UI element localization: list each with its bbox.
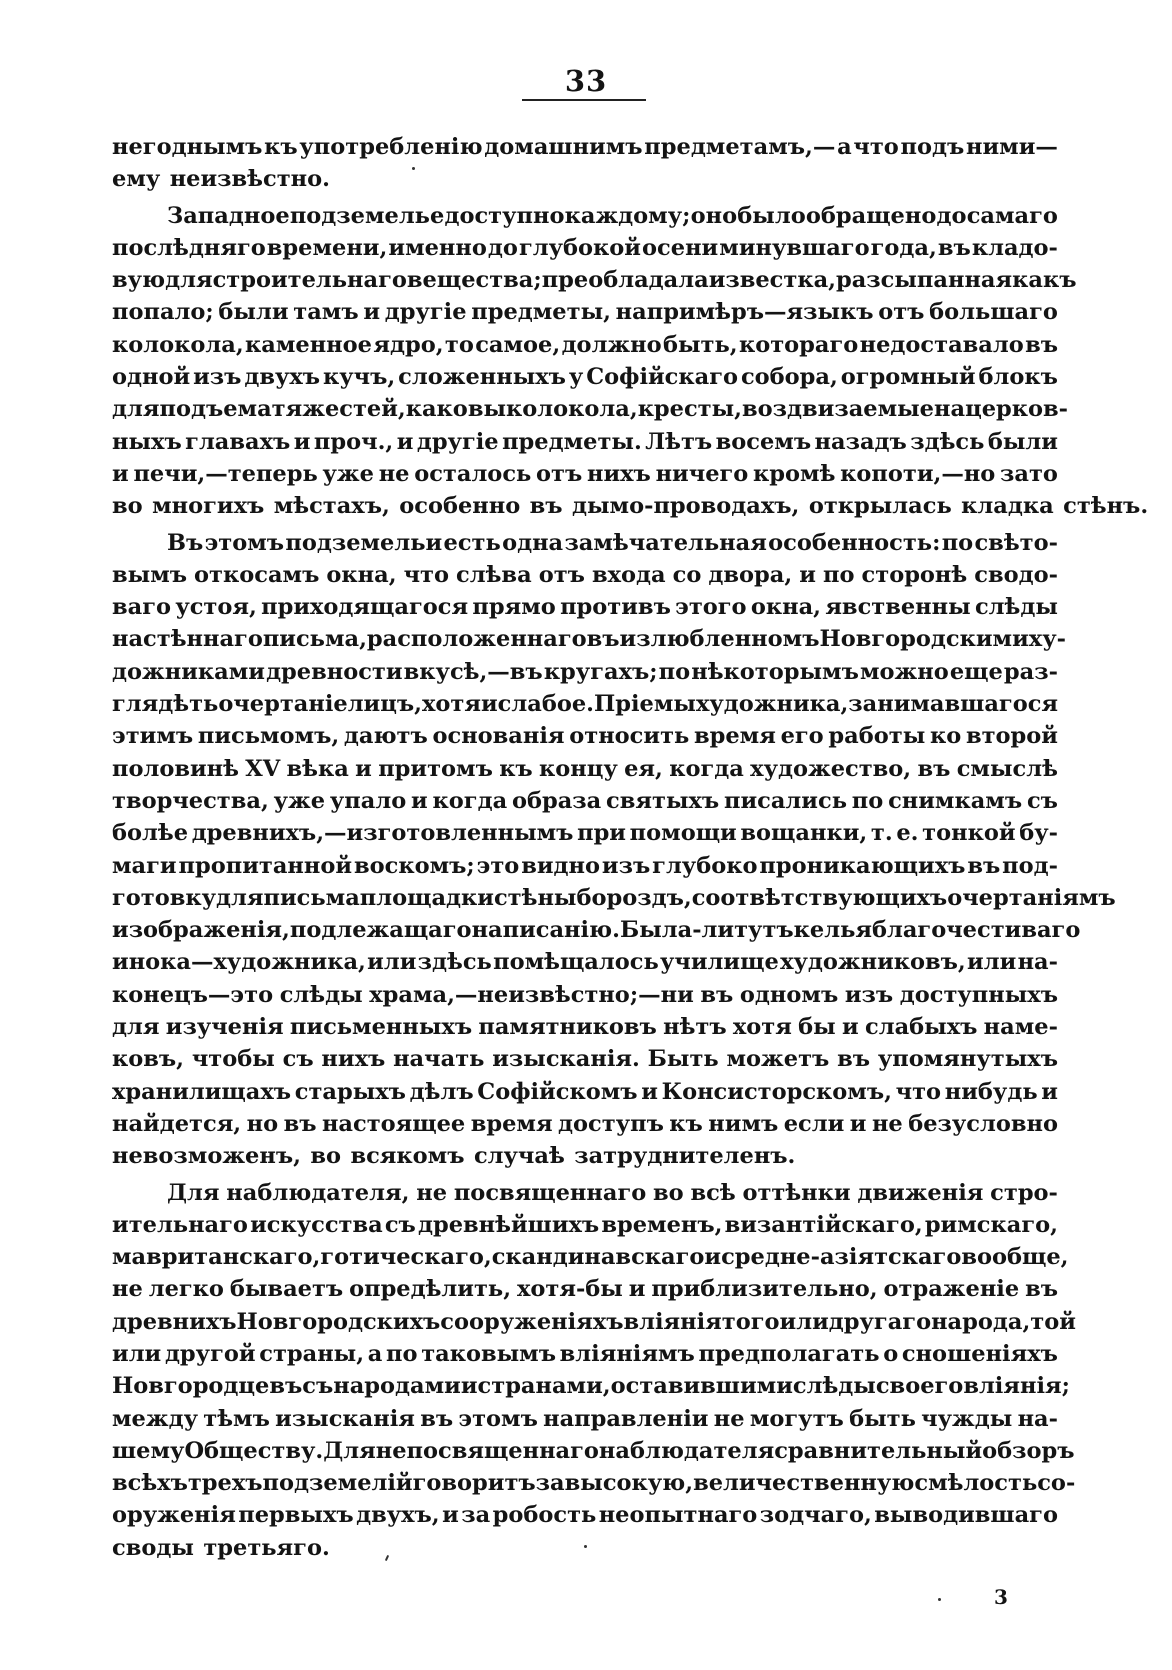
text-line: Новгородцевъ съ народами и странами, оставившими слѣды своего вліянія; xyxy=(112,1373,1070,1400)
text-line: мавританскаго, готическаго, скандинавскаго и средне-азіятскаго вообще, xyxy=(112,1244,1069,1271)
text-line: попало; были тамъ и другіе предметы, напримѣръ—языкъ отъ большаго xyxy=(112,299,1058,326)
text-line: маги пропитанной воскомъ; это видно изъ глубоко проникающихъ въ под- xyxy=(112,852,1058,879)
print-speck xyxy=(584,1545,587,1548)
text-line: Въ этомъ подземельи есть одна замѣчательная особенность: по свѣто- xyxy=(167,529,1058,556)
paragraph xyxy=(112,131,1058,196)
text-line: глядѣть очертаніе лицъ, хотя и слабое. Пріемы художника, занимавшагося xyxy=(112,691,1059,718)
text-line: древнихъ Новгородскихъ сооруженіяхъ вліянія того или другаго народа, той xyxy=(112,1308,1076,1335)
text-line: между тѣмъ изысканія въ этомъ направленіи не могутъ быть чужды на- xyxy=(112,1405,1058,1432)
page-number-rule xyxy=(522,99,646,101)
text-body xyxy=(112,131,1149,1564)
text-line: шему Обществу. Для непосвященнаго наблюдателя сравнительный обзоръ xyxy=(112,1437,1075,1464)
text-line: Западное подземелье доступно каждому; оно было обращено до самаго xyxy=(167,202,1058,229)
paragraph xyxy=(112,1177,1076,1565)
text-line: или другой страны, а по таковымъ вліяніямъ предполагать о сношеніяхъ xyxy=(112,1340,1058,1367)
text-line: негоднымъ къ употребленію домашнимъ предметамъ,— а что подъ ними— xyxy=(112,134,1058,160)
text-line: половинѣ XV вѣка и притомъ къ концу ея, когда художество, въ смыслѣ xyxy=(112,755,1058,782)
text-line: Для наблюдателя, не посвященнаго во всѣ оттѣнки движенія стро- xyxy=(167,1179,1058,1206)
text-line: оруженія первыхъ двухъ, и за робость неопытнаго зодчаго, выводившаго xyxy=(112,1502,1058,1529)
text-line: колокола, каменное ядро, то самое, должно быть, котораго недоставало въ xyxy=(112,331,1058,358)
text-line: этимъ письмомъ, даютъ основанія относить время его работы ко второй xyxy=(112,723,1058,750)
paragraph xyxy=(112,527,1116,1173)
text-line: невозможенъ, во всякомъ случаѣ затруднителенъ. xyxy=(112,1143,796,1170)
text-line: инока—художника, или здѣсь помѣщалось училище художниковъ, или на- xyxy=(112,949,1058,976)
text-line: конецъ—это слѣды храма,—неизвѣстно;—ни въ одномъ изъ доступныхъ xyxy=(112,981,1058,1008)
signature-mark: 3 xyxy=(994,1585,1008,1609)
text-line: одной изъ двухъ кучъ, сложенныхъ у Софійскаго собора, огромный блокъ xyxy=(112,364,1058,391)
text-line: для изученія письменныхъ памятниковъ нѣтъ хотя бы и слабыхъ наме- xyxy=(112,1014,1058,1041)
text-line: не легко бываетъ опредѣлить, хотя-бы и приблизительно, отраженіе въ xyxy=(112,1276,1058,1303)
page-number: 33 xyxy=(564,64,608,98)
text-line: для подъема тяжестей, каковы колокола, кресты, воздвизаемые на церков- xyxy=(112,396,1068,423)
text-line: настѣннаго письма, расположеннаго въ излюбленномъ Новгородскими ху- xyxy=(112,626,1066,653)
text-line: и печи,—теперь уже не осталось отъ нихъ ничего кромѣ копоти,—но зато xyxy=(112,460,1058,487)
text-line: своды третьяго. xyxy=(112,1534,330,1561)
text-line: творчества, уже упало и когда образа святыхъ писались по снимкамъ съ xyxy=(112,787,1058,814)
print-speck xyxy=(412,167,415,170)
paragraph xyxy=(112,200,1149,523)
text-line: ваго устоя, приходящагося прямо противъ этого окна, явственны слѣды xyxy=(112,594,1058,621)
text-line: ковъ, чтобы съ нихъ начать изысканія. Быть можетъ въ упомянутыхъ xyxy=(112,1046,1058,1073)
text-line: ительнаго искусства съ древнѣйшихъ временъ, византійскаго, римскаго, xyxy=(112,1211,1058,1238)
text-line: ныхъ главахъ и проч., и другіе предметы. Лѣтъ восемъ назадъ здѣсь были xyxy=(112,428,1058,455)
text-line: ему неизвѣстно. xyxy=(112,166,330,193)
text-line: найдется, но въ настоящее время доступъ къ нимъ если и не безусловно xyxy=(112,1110,1058,1137)
text-line: послѣдняго времени, именно до глубокой осени минувшаго года, въ кладо- xyxy=(112,234,1058,261)
text-line: хранилищахъ старыхъ дѣлъ Софійскомъ и Консисторскомъ, что нибудь и xyxy=(112,1078,1058,1105)
text-line: дожниками древности вкусѣ,—въ кругахъ; по нѣкоторымъ можно еще раз- xyxy=(112,658,1058,685)
text-line: изображенія, подлежащаго написанію. Была-ли тутъ келья благочестиваго xyxy=(112,917,1081,944)
text-line: вую для строительнаго вещества; преобладала известка, разсыпанная какъ xyxy=(112,267,1077,294)
text-line: во многихъ мѣстахъ, особенно въ дымо-проводахъ, открылась кладка стѣнъ. xyxy=(112,493,1149,520)
print-speck xyxy=(938,1598,941,1601)
text-line: болѣе древнихъ,—изготовленнымъ при помощи вощанки, т. е. тонкой бу- xyxy=(112,820,1058,847)
text-line: всѣхъ трехъ подземелій говоритъ за высокую, величественную смѣлость со- xyxy=(112,1470,1076,1497)
text-line: вымъ откосамъ окна, что слѣва отъ входа со двора, и по сторонѣ сводо- xyxy=(112,561,1058,588)
text-line: готовку для письма площадки стѣны бороздъ, соотвѣтствующихъ очертаніямъ xyxy=(112,884,1116,911)
